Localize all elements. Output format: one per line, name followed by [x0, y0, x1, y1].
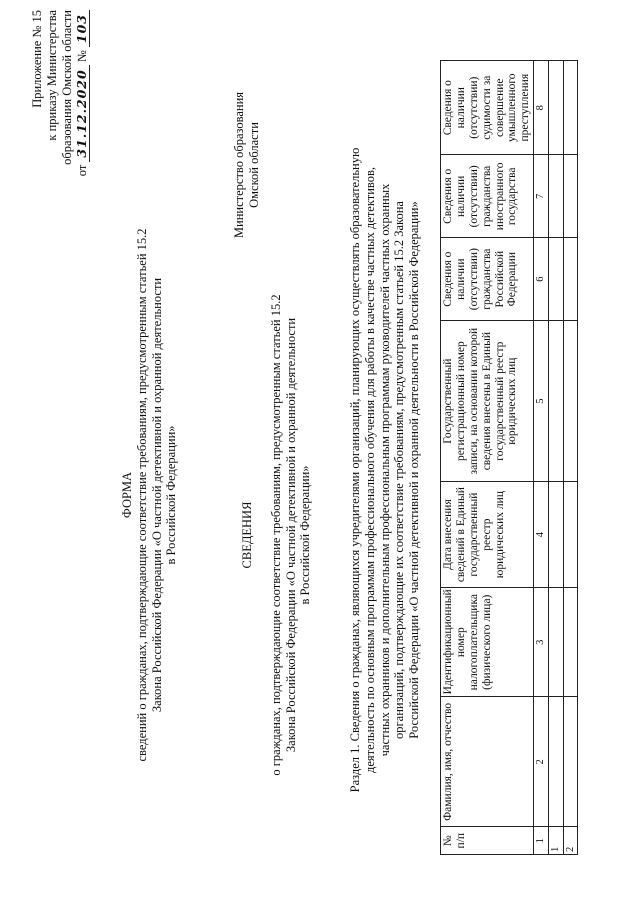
table-cell — [548, 588, 563, 697]
table-row — [563, 61, 578, 855]
handwritten-number: 103 — [74, 10, 90, 47]
section-1-heading — [348, 85, 422, 855]
table-header-row — [441, 61, 534, 855]
table-cell — [563, 321, 578, 482]
column-header: Идентификационный номер налогоплательщика (физического лица) — [441, 588, 534, 697]
column-header: Фамилия, имя, отчество — [441, 697, 534, 827]
column-number: 7 — [534, 155, 549, 238]
column-number-row — [534, 61, 549, 855]
appendix-date-line — [75, 10, 90, 270]
sved-heading — [240, 225, 313, 845]
handwritten-date: 31.12.2020 — [74, 65, 90, 161]
section-line: Раздел 1. Сведения о гражданах, являющихся учредителями организаций, планирующих осуществлять образовательную — [348, 147, 362, 793]
column-number: 1 — [534, 827, 549, 855]
ministry-line: Омской области — [246, 122, 261, 208]
appendix-line: Приложение № 15 — [30, 10, 44, 108]
section-line: деятельность по основным программам профессионального обучения для работы в качестве частных детективов, — [362, 166, 377, 774]
date-prefix: от — [75, 164, 90, 177]
table-cell — [548, 697, 563, 827]
table-cell — [563, 697, 578, 827]
table-cell — [563, 482, 578, 588]
column-number: 4 — [534, 482, 549, 588]
column-header: № п/п — [441, 827, 534, 855]
number-prefix: № — [75, 50, 90, 63]
table-cell — [548, 238, 563, 321]
table-cell — [563, 588, 578, 697]
form-subtitle-line: сведений о гражданах, подтверждающие соответствие требованиям, предусмотренным статьей 15.2 — [134, 228, 149, 762]
section-line: организаций, подтверждающие их соответствие требованиям, предусмотренным статьей 15.2 Закона — [392, 201, 407, 739]
table-cell — [548, 482, 563, 588]
table-cell: 1 — [548, 827, 563, 855]
table-cell — [548, 155, 563, 238]
table-cell — [563, 155, 578, 238]
form-subtitle-line: в Российской Федерации» — [164, 425, 179, 565]
appendix-line: образования Омской области — [59, 10, 74, 165]
section-line: Российской Федерации «О частной детективной и охранной деятельности в Российской Федерации» — [407, 201, 421, 739]
sved-subtitle-line: Закона Российской Федерации «О частной детективной и охранной деятельности — [283, 317, 298, 753]
citizens-table — [440, 60, 578, 855]
form-heading — [120, 175, 179, 815]
column-number: 3 — [534, 588, 549, 697]
column-number: 6 — [534, 238, 549, 321]
sved-subtitle-line: в Российской Федерации» — [298, 465, 313, 605]
column-number: 5 — [534, 321, 549, 482]
table-cell — [548, 61, 563, 155]
table-cell: 2 — [563, 827, 578, 855]
column-header: Сведения о наличии (отсутствии) гражданства Российской Федерации — [441, 238, 534, 321]
column-header: Сведения о наличии (отсутствии) гражданства иностранного государства — [441, 155, 534, 238]
ministry-line: Министерство образования — [232, 91, 246, 239]
appendix-note — [30, 10, 90, 270]
section-line: частных охранников и дополнительным профессиональным программам руководителей частных охранных — [377, 183, 392, 757]
table-row — [548, 61, 563, 855]
table-cell — [548, 321, 563, 482]
column-header: Сведения о наличии (отсутствии) судимости за совершение умышленного преступления — [441, 61, 534, 155]
form-subtitle-line: Закона Российской Федерации «О частной детективной и охранной деятельности — [149, 277, 164, 713]
column-number: 8 — [534, 61, 549, 155]
appendix-line: к приказу Министерства — [44, 10, 59, 141]
table-cell — [563, 61, 578, 155]
table-cell — [563, 238, 578, 321]
column-number: 2 — [534, 697, 549, 827]
sved-title: СВЕДЕНИЯ — [240, 501, 254, 569]
sved-subtitle-line: о гражданах, подтверждающие соответствие требованиям, предусмотренным статьей 15.2 — [268, 294, 283, 776]
column-header: Государственный регистрационный номер записи, на основании которой сведения внесены в Единый государственный реестр юридических лиц — [441, 321, 534, 482]
column-header: Дата внесения сведений в Единый государственный реестр юридических лиц — [441, 482, 534, 588]
form-title: ФОРМА — [120, 471, 134, 519]
